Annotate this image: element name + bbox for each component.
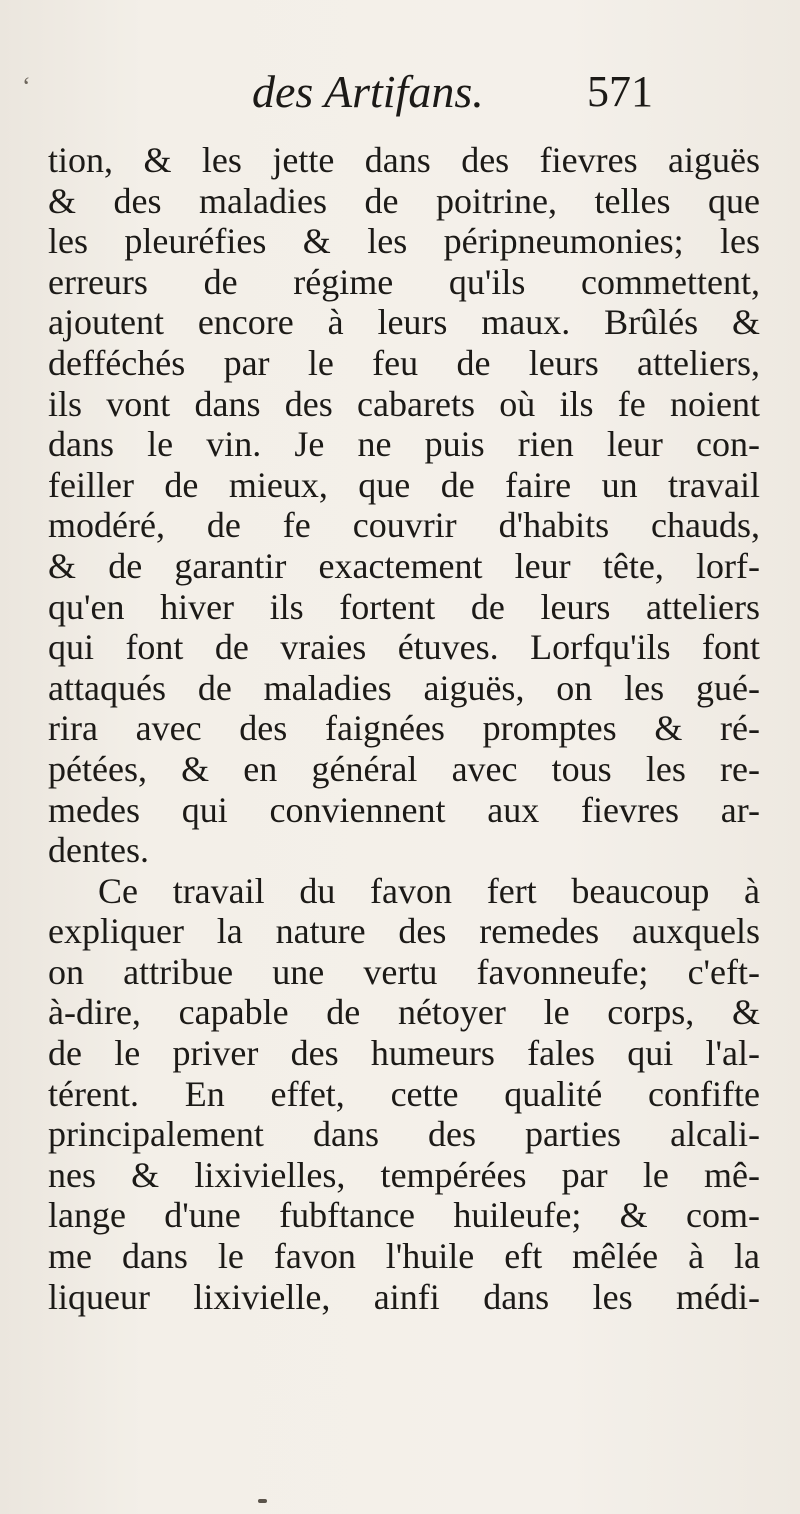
- text-line: à-dire, capable de nétoyer le corps, &: [48, 992, 760, 1033]
- text-line: ils vont dans des cabarets où ils fe noient: [48, 383, 760, 424]
- text-line: lange d'une fubftance huileufe; & com-: [48, 1195, 760, 1236]
- text-line: nes & lixivielles, tempérées par le mê-: [48, 1154, 760, 1195]
- text-line: defféchés par le feu de leurs atteliers,: [48, 342, 760, 383]
- text-line: erreurs de régime qu'ils commettent,: [48, 261, 760, 302]
- text-line: de le priver des humeurs fales qui l'al-: [48, 1033, 760, 1074]
- text-line: principalement dans des parties alcali-: [48, 1114, 760, 1155]
- text-line: modéré, de fe couvrir d'habits chauds,: [48, 505, 760, 546]
- text-line: & des maladies de poitrine, telles que: [48, 180, 760, 221]
- margin-mark: ʻ: [22, 72, 31, 101]
- text-line: térent. En effet, cette qualité confifte: [48, 1073, 760, 1114]
- text-line: dans le vin. Je ne puis rien leur con-: [48, 424, 760, 465]
- text-line: pétées, & en général avec tous les re-: [48, 748, 760, 789]
- text-line: on attribue une vertu favonneufe; c'eft-: [48, 951, 760, 992]
- text-line: attaqués de maladies aiguës, on les gué-: [48, 667, 760, 708]
- paragraph-end-line: dentes.: [48, 830, 149, 871]
- text-line: & de garantir exactement leur tête, lorf-: [48, 545, 760, 586]
- text-line: expliquer la nature des remedes auxquels: [48, 911, 760, 952]
- text-line: rira avec des faignées promptes & ré-: [48, 708, 760, 749]
- text-line: medes qui conviennent aux fievres ar-: [48, 789, 760, 830]
- text-line: qu'en hiver ils fortent de leurs atteliers: [48, 586, 760, 627]
- text-line: liqueur lixivielle, ainfi dans les médi-: [48, 1276, 760, 1317]
- page-number: 571: [587, 67, 653, 116]
- running-title: des Artifans.: [252, 66, 484, 117]
- text-line: ajoutent encore à leurs maux. Brûlés &: [48, 302, 760, 343]
- body-text: [48, 140, 760, 1317]
- text-line: feiller de mieux, que de faire un travail: [48, 464, 760, 505]
- text-line: qui font de vraies étuves. Lorfqu'ils font: [48, 627, 760, 668]
- text-line: tion, & les jette dans des fievres aiguës: [48, 140, 760, 180]
- text-line: me dans le favon l'huile eft mêlée à la: [48, 1236, 760, 1277]
- page-header: [0, 62, 800, 122]
- text-line: les pleuréfies & les péripneumonies; les: [48, 221, 760, 262]
- paragraph-start-line: Ce travail du favon fert beaucoup à: [98, 870, 760, 911]
- print-mark: [258, 1499, 267, 1503]
